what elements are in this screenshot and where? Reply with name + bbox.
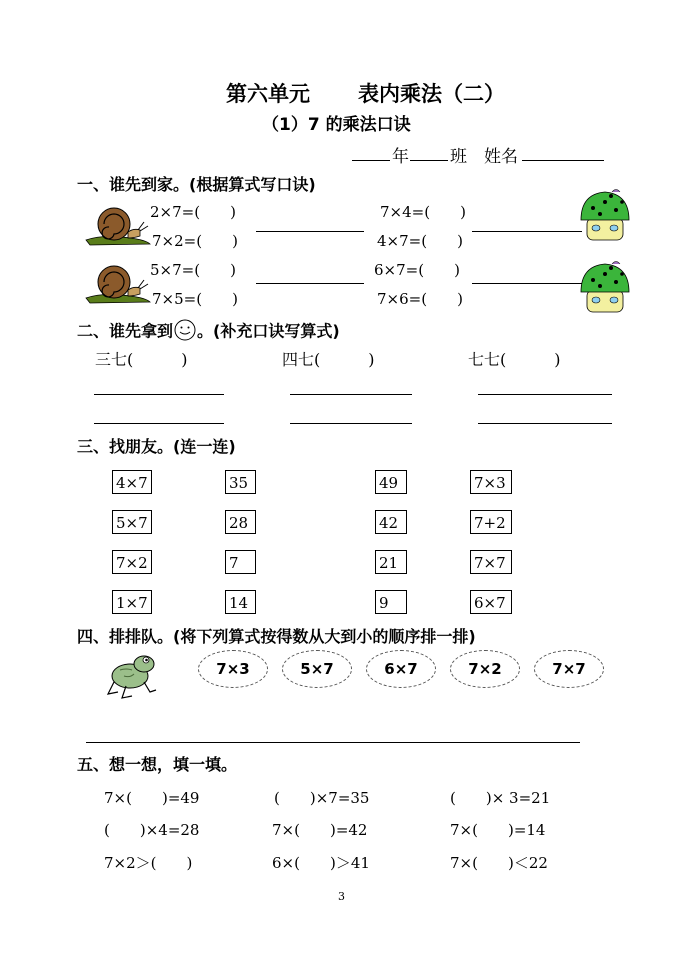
fill-eq: 7×( )=49 (104, 789, 200, 807)
section1-heading: 一、谁先到家。(根据算式写口诀) (77, 175, 316, 194)
match-box-expr[interactable]: 5×7 (112, 510, 152, 534)
answer-line[interactable] (478, 423, 612, 424)
fill-eq: 7×2＞( ) (104, 854, 193, 872)
match-box-expr[interactable]: 6×7 (470, 590, 512, 614)
eq-1d: 4×7=( ) (377, 232, 463, 250)
section3-heading: 三、找朋友。(连一连) (77, 437, 236, 456)
expression-oval[interactable]: 7×7 (534, 650, 604, 688)
section2-heading-pre: 二、谁先拿到 (77, 321, 174, 341)
fill-eq: ( )×4=28 (104, 821, 200, 839)
match-box-number[interactable]: 9 (375, 590, 407, 614)
page-number: 3 (338, 890, 345, 903)
match-box-expr[interactable]: 7×7 (470, 550, 512, 574)
answer-line[interactable] (256, 283, 364, 284)
expression-oval[interactable]: 7×3 (198, 650, 268, 688)
class-label: 班 (450, 147, 467, 167)
answer-line[interactable] (290, 394, 412, 395)
class-blank[interactable] (410, 160, 448, 161)
grade-blank[interactable] (352, 160, 390, 161)
match-box-expr[interactable]: 7+2 (470, 510, 512, 534)
match-box-number[interactable]: 28 (225, 510, 256, 534)
answer-line[interactable] (290, 423, 412, 424)
fill-eq: 6×( )＞41 (272, 854, 370, 872)
mushroom-house-icon (578, 188, 632, 248)
title-unit: 第六单元 (226, 82, 310, 106)
eq-2b: 6×7=( ) (374, 261, 460, 279)
answer-line[interactable] (256, 231, 364, 232)
expression-oval[interactable]: 7×2 (450, 650, 520, 688)
match-box-expr[interactable]: 4×7 (112, 470, 152, 494)
match-box-number[interactable]: 49 (375, 470, 407, 494)
answer-line[interactable] (94, 394, 224, 395)
match-box-number[interactable]: 42 (375, 510, 407, 534)
match-box-number[interactable]: 14 (225, 590, 256, 614)
snail-icon (84, 204, 152, 250)
fill-item-1: 三七( ) (95, 350, 188, 369)
smiley-icon (173, 318, 197, 346)
fill-item-3: 七七( ) (468, 350, 561, 369)
eq-2d: 7×6=( ) (377, 290, 463, 308)
eq-1a: 2×7=( ) (150, 203, 236, 221)
eq-2a: 5×7=( ) (150, 261, 236, 279)
fill-item-2: 四七( ) (282, 350, 375, 369)
fill-eq: ( )×7=35 (274, 789, 370, 807)
answer-line[interactable] (478, 394, 612, 395)
match-box-expr[interactable]: 1×7 (112, 590, 152, 614)
fill-eq: ( )× 3=21 (450, 789, 551, 807)
mushroom-house-icon (578, 260, 632, 320)
match-box-expr[interactable]: 7×2 (112, 550, 152, 574)
section5-heading: 五、想一想，填一填。 (77, 755, 238, 774)
eq-1b: 7×4=( ) (380, 203, 466, 221)
section2-heading-post: 。(补充口诀写算式) (197, 321, 340, 341)
expression-oval[interactable]: 5×7 (282, 650, 352, 688)
section4-heading: 四、排排队。(将下列算式按得数从大到小的顺序排一排) (77, 627, 476, 646)
grade-label: 年 (392, 147, 409, 167)
eq-1c: 7×2=( ) (152, 232, 238, 250)
section2-heading (77, 318, 340, 346)
title-topic: 表内乘法（二） (358, 82, 505, 106)
frog-icon (104, 648, 160, 704)
subtitle: （1）7 的乘法口诀 (262, 115, 411, 135)
eq-2c: 7×5=( ) (152, 290, 238, 308)
fill-eq: 7×( )=42 (272, 821, 368, 839)
answer-line[interactable] (86, 742, 580, 743)
snail-icon (84, 262, 152, 308)
name-blank[interactable] (522, 160, 604, 161)
expression-oval[interactable]: 6×7 (366, 650, 436, 688)
match-box-number[interactable]: 7 (225, 550, 256, 574)
answer-line[interactable] (472, 283, 582, 284)
match-box-number[interactable]: 35 (225, 470, 256, 494)
name-label: 姓名 (484, 147, 518, 167)
answer-line[interactable] (472, 231, 582, 232)
match-box-expr[interactable]: 7×3 (470, 470, 512, 494)
fill-eq: 7×( )=14 (450, 821, 546, 839)
answer-line[interactable] (94, 423, 224, 424)
fill-eq: 7×( )＜22 (450, 854, 548, 872)
match-box-number[interactable]: 21 (375, 550, 407, 574)
